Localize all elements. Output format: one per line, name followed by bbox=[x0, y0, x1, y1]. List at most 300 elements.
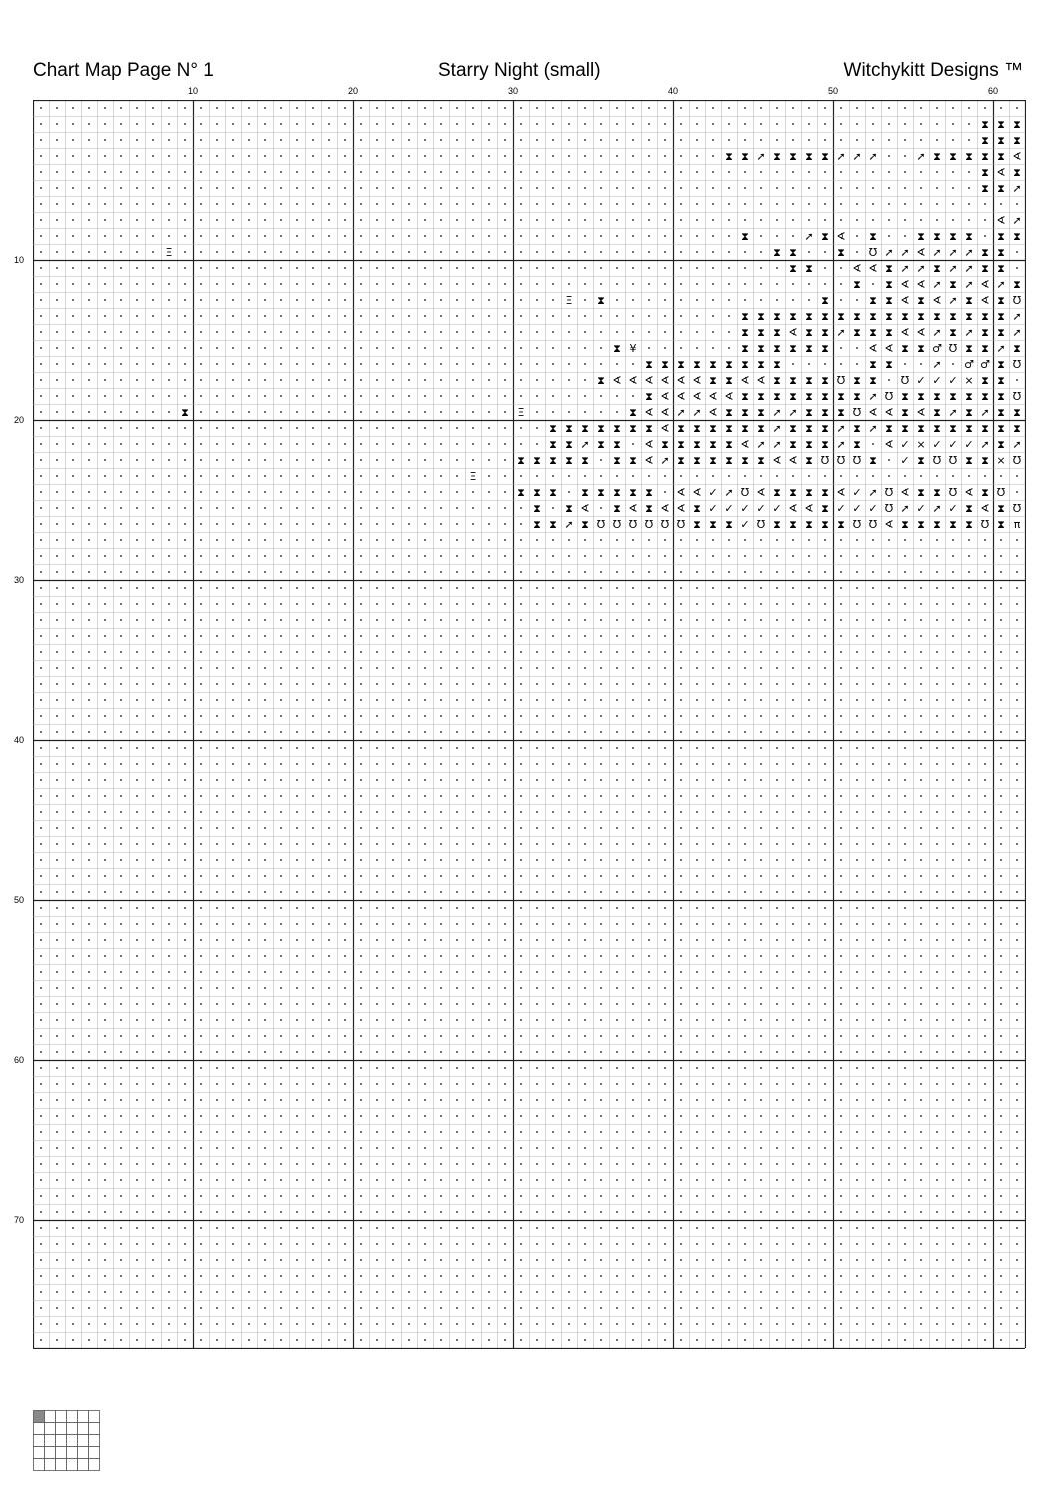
empty-cell-dot bbox=[552, 331, 554, 333]
empty-cell-dot bbox=[568, 1227, 570, 1229]
empty-cell-dot bbox=[792, 603, 794, 605]
stitch-symbol: Ʊ bbox=[948, 342, 958, 355]
empty-cell-dot bbox=[904, 1275, 906, 1277]
empty-cell-dot bbox=[152, 299, 154, 301]
empty-cell-dot bbox=[872, 1083, 874, 1085]
empty-cell-dot bbox=[936, 651, 938, 653]
empty-cell-dot bbox=[424, 171, 426, 173]
empty-cell-dot bbox=[232, 1067, 234, 1069]
empty-cell-dot bbox=[648, 283, 650, 285]
empty-cell-dot bbox=[1000, 683, 1002, 685]
stitch-symbol: ⧗ bbox=[837, 518, 845, 531]
empty-cell-dot bbox=[376, 571, 378, 573]
empty-cell-dot bbox=[456, 747, 458, 749]
stitch-symbol: Ʊ bbox=[868, 518, 878, 531]
designer-name: Witchykitt Designs ™ bbox=[843, 60, 1023, 81]
empty-cell-dot bbox=[808, 1019, 810, 1021]
empty-cell-dot bbox=[360, 523, 362, 525]
empty-cell-dot bbox=[280, 123, 282, 125]
empty-cell-dot bbox=[872, 843, 874, 845]
empty-cell-dot bbox=[184, 155, 186, 157]
empty-cell-dot bbox=[344, 651, 346, 653]
empty-cell-dot bbox=[600, 1131, 602, 1133]
empty-cell-dot bbox=[72, 651, 74, 653]
empty-cell-dot bbox=[328, 299, 330, 301]
empty-cell-dot bbox=[840, 1243, 842, 1245]
empty-cell-dot bbox=[584, 1147, 586, 1149]
empty-cell-dot bbox=[56, 619, 58, 621]
stitch-symbol: ⧗ bbox=[1013, 278, 1021, 291]
empty-cell-dot bbox=[280, 1019, 282, 1021]
empty-cell-dot bbox=[104, 1243, 106, 1245]
stitch-symbol: ⧗ bbox=[549, 518, 557, 531]
empty-cell-dot bbox=[328, 811, 330, 813]
empty-cell-dot bbox=[136, 955, 138, 957]
stitch-symbol: ⧗ bbox=[837, 406, 845, 419]
empty-cell-dot bbox=[696, 1339, 698, 1341]
empty-cell-dot bbox=[536, 1019, 538, 1021]
empty-cell-dot bbox=[1000, 907, 1002, 909]
empty-cell-dot bbox=[696, 1131, 698, 1133]
empty-cell-dot bbox=[248, 1099, 250, 1101]
empty-cell-dot bbox=[792, 1179, 794, 1181]
empty-cell-dot bbox=[616, 395, 618, 397]
empty-cell-dot bbox=[360, 779, 362, 781]
empty-cell-dot bbox=[136, 1275, 138, 1277]
empty-cell-dot bbox=[472, 1307, 474, 1309]
stitch-symbol: ⧗ bbox=[757, 454, 765, 467]
stitch-symbol: ⧗ bbox=[997, 422, 1005, 435]
empty-cell-dot bbox=[664, 1275, 666, 1277]
empty-cell-dot bbox=[200, 971, 202, 973]
empty-cell-dot bbox=[456, 1115, 458, 1117]
empty-cell-dot bbox=[296, 1083, 298, 1085]
empty-cell-dot bbox=[248, 1147, 250, 1149]
empty-cell-dot bbox=[408, 411, 410, 413]
stitch-symbol: Ʊ bbox=[836, 374, 846, 387]
empty-cell-dot bbox=[72, 411, 74, 413]
empty-cell-dot bbox=[136, 779, 138, 781]
empty-cell-dot bbox=[264, 955, 266, 957]
empty-cell-dot bbox=[440, 1259, 442, 1261]
empty-cell-dot bbox=[56, 443, 58, 445]
empty-cell-dot bbox=[440, 267, 442, 269]
empty-cell-dot bbox=[520, 1051, 522, 1053]
empty-cell-dot bbox=[40, 779, 42, 781]
empty-cell-dot bbox=[488, 987, 490, 989]
empty-cell-dot bbox=[888, 1115, 890, 1117]
empty-cell-dot bbox=[776, 667, 778, 669]
empty-cell-dot bbox=[760, 1083, 762, 1085]
empty-cell-dot bbox=[152, 139, 154, 141]
empty-cell-dot bbox=[904, 619, 906, 621]
empty-cell-dot bbox=[584, 763, 586, 765]
empty-cell-dot bbox=[680, 683, 682, 685]
empty-cell-dot bbox=[72, 1243, 74, 1245]
empty-cell-dot bbox=[568, 171, 570, 173]
empty-cell-dot bbox=[56, 1035, 58, 1037]
empty-cell-dot bbox=[984, 651, 986, 653]
empty-cell-dot bbox=[760, 139, 762, 141]
stitch-symbol: ⧗ bbox=[533, 518, 541, 531]
empty-cell-dot bbox=[120, 123, 122, 125]
empty-cell-dot bbox=[488, 1195, 490, 1197]
empty-cell-dot bbox=[216, 107, 218, 109]
empty-cell-dot bbox=[792, 795, 794, 797]
empty-cell-dot bbox=[792, 923, 794, 925]
empty-cell-dot bbox=[200, 571, 202, 573]
stitch-symbol: ⧗ bbox=[1013, 342, 1021, 355]
empty-cell-dot bbox=[872, 1259, 874, 1261]
empty-cell-dot bbox=[584, 219, 586, 221]
empty-cell-dot bbox=[504, 155, 506, 157]
empty-cell-dot bbox=[504, 587, 506, 589]
empty-cell-dot bbox=[168, 1099, 170, 1101]
empty-cell-dot bbox=[184, 859, 186, 861]
empty-cell-dot bbox=[168, 1227, 170, 1229]
empty-cell-dot bbox=[472, 827, 474, 829]
empty-cell-dot bbox=[296, 523, 298, 525]
empty-cell-dot bbox=[40, 459, 42, 461]
empty-cell-dot bbox=[840, 1179, 842, 1181]
empty-cell-dot bbox=[168, 1291, 170, 1293]
empty-cell-dot bbox=[888, 107, 890, 109]
empty-cell-dot bbox=[696, 107, 698, 109]
empty-cell-dot bbox=[424, 699, 426, 701]
empty-cell-dot bbox=[264, 283, 266, 285]
stitch-symbol: ➚ bbox=[964, 262, 974, 275]
empty-cell-dot bbox=[296, 187, 298, 189]
empty-cell-dot bbox=[56, 1195, 58, 1197]
empty-cell-dot bbox=[408, 987, 410, 989]
stitch-symbol: ∢ bbox=[868, 262, 878, 275]
empty-cell-dot bbox=[504, 1211, 506, 1213]
empty-cell-dot bbox=[504, 1179, 506, 1181]
empty-cell-dot bbox=[760, 635, 762, 637]
empty-cell-dot bbox=[56, 475, 58, 477]
empty-cell-dot bbox=[280, 1291, 282, 1293]
empty-cell-dot bbox=[664, 539, 666, 541]
empty-cell-dot bbox=[72, 139, 74, 141]
empty-cell-dot bbox=[872, 635, 874, 637]
stitch-symbol: ⧗ bbox=[709, 422, 717, 435]
empty-cell-dot bbox=[536, 827, 538, 829]
empty-cell-dot bbox=[104, 1147, 106, 1149]
empty-cell-dot bbox=[440, 1131, 442, 1133]
empty-cell-dot bbox=[808, 667, 810, 669]
empty-cell-dot bbox=[952, 859, 954, 861]
empty-cell-dot bbox=[344, 587, 346, 589]
empty-cell-dot bbox=[264, 907, 266, 909]
empty-cell-dot bbox=[472, 107, 474, 109]
empty-cell-dot bbox=[904, 123, 906, 125]
empty-cell-dot bbox=[440, 1067, 442, 1069]
empty-cell-dot bbox=[168, 715, 170, 717]
empty-cell-dot bbox=[328, 427, 330, 429]
empty-cell-dot bbox=[872, 587, 874, 589]
empty-cell-dot bbox=[88, 1067, 90, 1069]
empty-cell-dot bbox=[344, 1099, 346, 1101]
empty-cell-dot bbox=[248, 283, 250, 285]
stitch-symbol: ⧗ bbox=[789, 310, 797, 323]
empty-cell-dot bbox=[696, 155, 698, 157]
empty-cell-dot bbox=[872, 1051, 874, 1053]
empty-cell-dot bbox=[376, 1163, 378, 1165]
empty-cell-dot bbox=[344, 1339, 346, 1341]
empty-cell-dot bbox=[776, 619, 778, 621]
empty-cell-dot bbox=[504, 747, 506, 749]
empty-cell-dot bbox=[840, 603, 842, 605]
empty-cell-dot bbox=[136, 1243, 138, 1245]
empty-cell-dot bbox=[152, 795, 154, 797]
stitch-symbol: ⨯ bbox=[996, 454, 1006, 467]
empty-cell-dot bbox=[744, 219, 746, 221]
empty-cell-dot bbox=[360, 1131, 362, 1133]
empty-cell-dot bbox=[920, 779, 922, 781]
empty-cell-dot bbox=[680, 955, 682, 957]
empty-cell-dot bbox=[1016, 971, 1018, 973]
empty-cell-dot bbox=[152, 539, 154, 541]
empty-cell-dot bbox=[792, 875, 794, 877]
empty-cell-dot bbox=[72, 299, 74, 301]
empty-cell-dot bbox=[40, 1307, 42, 1309]
empty-cell-dot bbox=[264, 635, 266, 637]
empty-cell-dot bbox=[344, 907, 346, 909]
empty-cell-dot bbox=[280, 171, 282, 173]
empty-cell-dot bbox=[280, 1227, 282, 1229]
empty-cell-dot bbox=[936, 811, 938, 813]
empty-cell-dot bbox=[616, 1179, 618, 1181]
empty-cell-dot bbox=[968, 763, 970, 765]
empty-cell-dot bbox=[744, 251, 746, 253]
empty-cell-dot bbox=[200, 139, 202, 141]
empty-cell-dot bbox=[88, 587, 90, 589]
empty-cell-dot bbox=[248, 331, 250, 333]
empty-cell-dot bbox=[648, 331, 650, 333]
empty-cell-dot bbox=[712, 1163, 714, 1165]
empty-cell-dot bbox=[152, 923, 154, 925]
empty-cell-dot bbox=[216, 1147, 218, 1149]
empty-cell-dot bbox=[824, 971, 826, 973]
empty-cell-dot bbox=[136, 411, 138, 413]
empty-cell-dot bbox=[648, 107, 650, 109]
empty-cell-dot bbox=[568, 267, 570, 269]
empty-cell-dot bbox=[632, 939, 634, 941]
empty-cell-dot bbox=[856, 971, 858, 973]
empty-cell-dot bbox=[920, 1067, 922, 1069]
empty-cell-dot bbox=[440, 107, 442, 109]
stitch-symbol: ⧗ bbox=[981, 182, 989, 195]
empty-cell-dot bbox=[632, 331, 634, 333]
empty-cell-dot bbox=[216, 1195, 218, 1197]
empty-cell-dot bbox=[472, 443, 474, 445]
empty-cell-dot bbox=[440, 1115, 442, 1117]
empty-cell-dot bbox=[872, 955, 874, 957]
empty-cell-dot bbox=[392, 699, 394, 701]
empty-cell-dot bbox=[504, 1147, 506, 1149]
empty-cell-dot bbox=[728, 987, 730, 989]
empty-cell-dot bbox=[856, 1211, 858, 1213]
empty-cell-dot bbox=[824, 1259, 826, 1261]
empty-cell-dot bbox=[904, 555, 906, 557]
empty-cell-dot bbox=[600, 203, 602, 205]
empty-cell-dot bbox=[104, 1163, 106, 1165]
empty-cell-dot bbox=[760, 1003, 762, 1005]
empty-cell-dot bbox=[40, 187, 42, 189]
empty-cell-dot bbox=[280, 779, 282, 781]
empty-cell-dot bbox=[856, 1275, 858, 1277]
empty-cell-dot bbox=[904, 1227, 906, 1229]
stitch-symbol: ➚ bbox=[756, 438, 766, 451]
empty-cell-dot bbox=[520, 731, 522, 733]
empty-cell-dot bbox=[984, 779, 986, 781]
empty-cell-dot bbox=[616, 699, 618, 701]
empty-cell-dot bbox=[680, 1019, 682, 1021]
empty-cell-dot bbox=[504, 699, 506, 701]
empty-cell-dot bbox=[760, 299, 762, 301]
empty-cell-dot bbox=[728, 251, 730, 253]
empty-cell-dot bbox=[360, 1051, 362, 1053]
stitch-symbol: ⧗ bbox=[741, 230, 749, 243]
empty-cell-dot bbox=[632, 699, 634, 701]
empty-cell-dot bbox=[296, 171, 298, 173]
empty-cell-dot bbox=[584, 1083, 586, 1085]
empty-cell-dot bbox=[536, 683, 538, 685]
empty-cell-dot bbox=[552, 1067, 554, 1069]
empty-cell-dot bbox=[40, 1035, 42, 1037]
empty-cell-dot bbox=[296, 939, 298, 941]
empty-cell-dot bbox=[280, 763, 282, 765]
empty-cell-dot bbox=[760, 203, 762, 205]
empty-cell-dot bbox=[408, 347, 410, 349]
empty-cell-dot bbox=[296, 299, 298, 301]
empty-cell-dot bbox=[888, 1259, 890, 1261]
empty-cell-dot bbox=[456, 971, 458, 973]
empty-cell-dot bbox=[920, 1259, 922, 1261]
empty-cell-dot bbox=[792, 1291, 794, 1293]
empty-cell-dot bbox=[168, 1323, 170, 1325]
stitch-symbol: ➚ bbox=[1012, 326, 1022, 339]
stitch-symbol: ⧗ bbox=[741, 358, 749, 371]
empty-cell-dot bbox=[936, 203, 938, 205]
empty-cell-dot bbox=[568, 363, 570, 365]
empty-cell-dot bbox=[808, 1211, 810, 1213]
empty-cell-dot bbox=[88, 507, 90, 509]
empty-cell-dot bbox=[168, 1035, 170, 1037]
empty-cell-dot bbox=[200, 891, 202, 893]
empty-cell-dot bbox=[120, 587, 122, 589]
empty-cell-dot bbox=[760, 699, 762, 701]
empty-cell-dot bbox=[360, 187, 362, 189]
empty-cell-dot bbox=[344, 507, 346, 509]
empty-cell-dot bbox=[120, 1211, 122, 1213]
empty-cell-dot bbox=[408, 843, 410, 845]
stitch-symbol: ∢ bbox=[692, 486, 702, 499]
empty-cell-dot bbox=[440, 235, 442, 237]
empty-cell-dot bbox=[840, 171, 842, 173]
empty-cell-dot bbox=[568, 731, 570, 733]
empty-cell-dot bbox=[792, 555, 794, 557]
empty-cell-dot bbox=[872, 283, 874, 285]
empty-cell-dot bbox=[440, 971, 442, 973]
empty-cell-dot bbox=[888, 1019, 890, 1021]
stitch-symbol: ➚ bbox=[1012, 310, 1022, 323]
empty-cell-dot bbox=[904, 971, 906, 973]
empty-cell-dot bbox=[280, 939, 282, 941]
empty-cell-dot bbox=[680, 1275, 682, 1277]
empty-cell-dot bbox=[120, 987, 122, 989]
empty-cell-dot bbox=[328, 411, 330, 413]
empty-cell-dot bbox=[104, 395, 106, 397]
stitch-symbol: ➚ bbox=[868, 150, 878, 163]
empty-cell-dot bbox=[648, 1163, 650, 1165]
empty-cell-dot bbox=[984, 1131, 986, 1133]
empty-cell-dot bbox=[248, 379, 250, 381]
empty-cell-dot bbox=[344, 235, 346, 237]
empty-cell-dot bbox=[248, 1179, 250, 1181]
empty-cell-dot bbox=[248, 219, 250, 221]
empty-cell-dot bbox=[312, 283, 314, 285]
empty-cell-dot bbox=[392, 875, 394, 877]
empty-cell-dot bbox=[280, 1179, 282, 1181]
empty-cell-dot bbox=[648, 859, 650, 861]
empty-cell-dot bbox=[600, 987, 602, 989]
empty-cell-dot bbox=[984, 1243, 986, 1245]
empty-cell-dot bbox=[328, 219, 330, 221]
empty-cell-dot bbox=[792, 1195, 794, 1197]
empty-cell-dot bbox=[840, 699, 842, 701]
empty-cell-dot bbox=[600, 859, 602, 861]
empty-cell-dot bbox=[472, 1035, 474, 1037]
empty-cell-dot bbox=[696, 683, 698, 685]
stitch-symbol: ∢ bbox=[884, 342, 894, 355]
empty-cell-dot bbox=[392, 1163, 394, 1165]
empty-cell-dot bbox=[952, 139, 954, 141]
empty-cell-dot bbox=[600, 1083, 602, 1085]
empty-cell-dot bbox=[136, 395, 138, 397]
empty-cell-dot bbox=[712, 171, 714, 173]
empty-cell-dot bbox=[520, 875, 522, 877]
empty-cell-dot bbox=[664, 267, 666, 269]
empty-cell-dot bbox=[248, 699, 250, 701]
empty-cell-dot bbox=[152, 443, 154, 445]
stitch-symbol: ✓ bbox=[852, 502, 862, 515]
empty-cell-dot bbox=[264, 651, 266, 653]
empty-cell-dot bbox=[888, 587, 890, 589]
empty-cell-dot bbox=[344, 1211, 346, 1213]
empty-cell-dot bbox=[712, 795, 714, 797]
empty-cell-dot bbox=[568, 619, 570, 621]
empty-cell-dot bbox=[680, 763, 682, 765]
empty-cell-dot bbox=[584, 667, 586, 669]
empty-cell-dot bbox=[856, 1195, 858, 1197]
empty-cell-dot bbox=[216, 1003, 218, 1005]
empty-cell-dot bbox=[168, 939, 170, 941]
empty-cell-dot bbox=[360, 267, 362, 269]
empty-cell-dot bbox=[792, 827, 794, 829]
empty-cell-dot bbox=[920, 1291, 922, 1293]
empty-cell-dot bbox=[904, 923, 906, 925]
empty-cell-dot bbox=[936, 1003, 938, 1005]
empty-cell-dot bbox=[952, 843, 954, 845]
empty-cell-dot bbox=[632, 555, 634, 557]
empty-cell-dot bbox=[600, 1035, 602, 1037]
stitch-symbol: ∢ bbox=[996, 166, 1006, 179]
empty-cell-dot bbox=[312, 475, 314, 477]
empty-cell-dot bbox=[632, 587, 634, 589]
empty-cell-dot bbox=[824, 1019, 826, 1021]
empty-cell-dot bbox=[856, 1115, 858, 1117]
